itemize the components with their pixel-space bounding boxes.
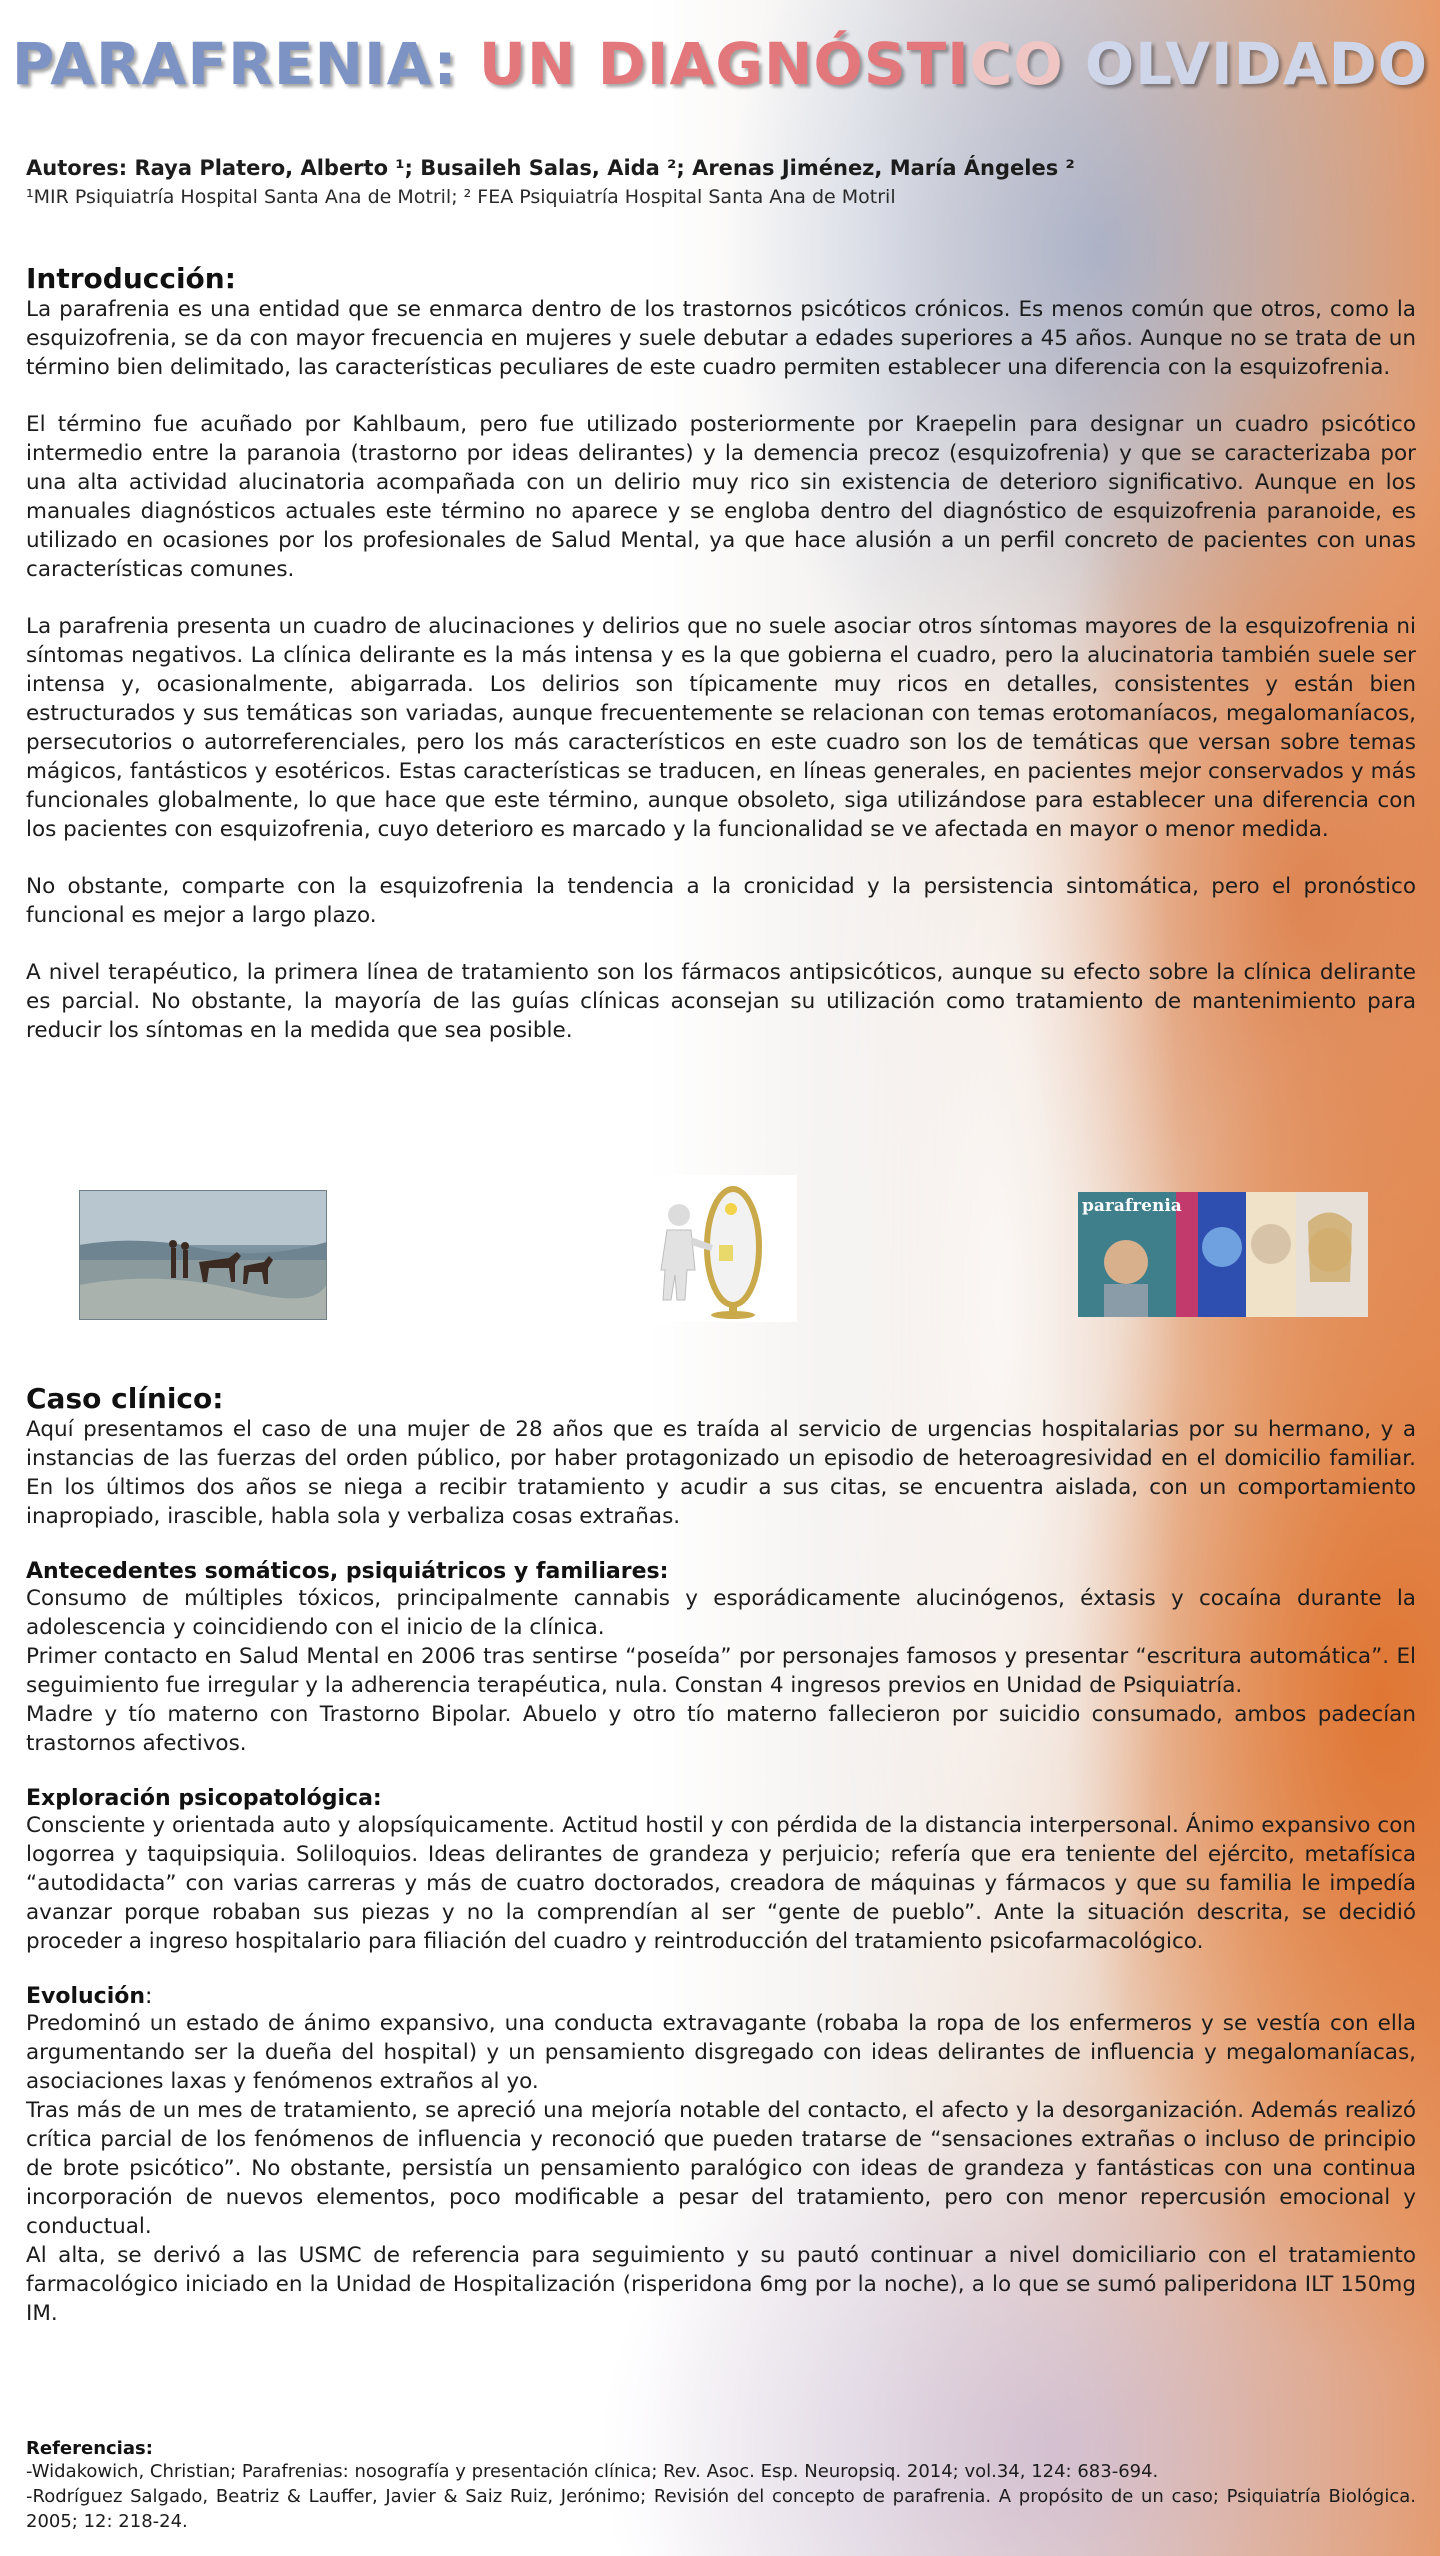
- collage-label: parafrenia: [1082, 1196, 1182, 1216]
- reference-1: -Widakowich, Christian; Parafrenias: nosografía y presentación clínica; Rev. Asoc. Esp. Neuropsiq. 2014; vol.34, 124: 683-694.: [26, 2461, 1159, 2482]
- introduction-paragraph-5: A nivel terapéutico, la primera línea de tratamiento son los fármacos antipsicóticos, aunque su efecto sobre la clínica delirante es parcial. No obstante, la mayoría de las guías clínicas aconsejan su utilización como tratamiento de mantenimiento para reducir los síntomas en la medida que sea posible.: [26, 960, 1416, 1043]
- clinical-case-section: [26, 1382, 1416, 2328]
- introduction-section: [26, 262, 1416, 1045]
- title-part-2: UN DIAGNÓSTI: [457, 30, 970, 98]
- parafrenia-collage-image: [1078, 1192, 1368, 1317]
- mirror-figure-image: [605, 1175, 797, 1322]
- background-paragraph-1: Consumo de múltiples tóxicos, principalmente cannabis y esporádicamente alucinógenos, éxtasis y cocaína durante la adolescencia y coincidiendo con el inicio de la clínica.: [26, 1586, 1416, 1640]
- introduction-paragraph-2: El término fue acuñado por Kahlbaum, pero fue utilizado posteriormente por Kraepelin para designar un cuadro psicótico intermedio entre la paranoia (trastorno por ideas delirantes) y la demencia precoz (esquizofrenia) y que se caracterizaba por una alta actividad alucinatoria acompañada con un delirio muy rico sin existencia de deterioro significativo. Aunque en los manuales diagnósticos actuales este término no aparece y se engloba dentro del diagnóstico de esquizofrenia paranoide, es utilizado en ocasiones por los profesionales de Salud Mental, ya que hace alusión a un perfil concreto de pacientes con unas características comunes.: [26, 412, 1416, 582]
- references-section: [26, 2438, 1416, 2534]
- evolution-heading: [26, 1984, 1416, 2009]
- title-part-1: PARAFRENIA:: [11, 30, 458, 98]
- introduction-heading: Introducción:: [26, 262, 236, 295]
- poster-title: [0, 30, 1440, 98]
- authors-line: Autores: Raya Platero, Alberto ¹; Busaileh Salas, Aida ²; Arenas Jiménez, María Ángeles ²: [26, 156, 1075, 180]
- introduction-paragraph-3: La parafrenia presenta un cuadro de alucinaciones y delirios que no suele asociar otros síntomas mayores de la esquizofrenia ni síntomas negativos. La clínica delirante es la más intensa y es la que gobierna el cuadro, pero la alucinatoria también suele ser intensa y, ocasionalmente, abigarrada. Los delirios son típicamente muy ricos en detalles, consistentes y están bien estructurados y sus temáticas son variadas, aunque frecuentemente se relacionan con temas erotomaníacos, megalomaníacos, persecutorios o autorreferenciales, pero los más característicos en este cuadro son los de temáticas que versan sobre temas mágicos, fantásticos y esotéricos. Estas características se traducen, en líneas generales, en pacientes mejor conservados y más funcionales globalmente, lo que hace que este término, aunque obsoleto, siga utilizándose para establecer una diferencia con los pacientes con esquizofrenia, cuyo deterioro es marcado y la funcionalidad se ve afectada en mayor o menor medida.: [26, 614, 1416, 842]
- evolution-heading-colon: :: [145, 1984, 153, 2009]
- clinical-case-paragraph: Aquí presentamos el caso de una mujer de 28 años que es traída al servicio de urgencias hospitalarias por su hermano, y a instancias de las fuerzas del orden público, por haber protagonizado un episodio de heteroagresividad en el domicilio familiar. En los últimos dos años se niega a recibir tratamiento y acudir a sus citas, se encuentra aislada, con un comportamiento inapropiado, irascible, habla sola y verbaliza cosas extrañas.: [26, 1417, 1416, 1529]
- title-part-3: CO: [969, 30, 1085, 98]
- evolution-paragraph-1: Predominó un estado de ánimo expansivo, una conducta extravagante (robaba la ropa de los enfermeros y se vestía con ella argumentando ser la dueña del hospital) y un pensamiento disgregado con ideas delirantes de influencia y megalomaníacas, asociaciones laxas y fenómenos extraños al yo.: [26, 2011, 1416, 2094]
- exploration-heading: Exploración psicopatológica:: [26, 1786, 382, 1811]
- title-part-4: OLVIDADO: [1084, 30, 1429, 98]
- references-heading: Referencias:: [26, 2438, 153, 2459]
- reference-2: -Rodríguez Salgado, Beatriz & Lauffer, Javier & Saiz Ruiz, Jerónimo; Revisión del concepto de parafrenia. A propósito de un caso; Psiquiatría Biológica. 2005; 12: 218-24.: [26, 2486, 1416, 2532]
- clinical-case-heading: Caso clínico:: [26, 1382, 224, 1415]
- evolution-heading-text: Evolución: [26, 1984, 146, 2009]
- introduction-paragraph-4: No obstante, comparte con la esquizofrenia la tendencia a la cronicidad y la persistencia sintomática, pero el pronóstico funcional es mejor a largo plazo.: [26, 874, 1416, 928]
- painting-image: [79, 1190, 327, 1320]
- background-paragraph-2: Primer contacto en Salud Mental en 2006 tras sentirse “poseída” por personajes famosos y presentar “escritura automática”. El seguimiento fue irregular y la adherencia terapéutica, nula. Constan 4 ingresos previos en Unidad de Psiquiatría.: [26, 1644, 1416, 1698]
- background-heading: Antecedentes somáticos, psiquiátricos y familiares:: [26, 1559, 669, 1584]
- evolution-paragraph-3: Al alta, se derivó a las USMC de referencia para seguimiento y su pautó continuar a nivel domiciliario con el tratamiento farmacológico iniciado en la Unidad de Hospitalización (risperidona 6mg por la noche), a lo que se sumó paliperidona ILT 150mg IM.: [26, 2243, 1416, 2326]
- introduction-paragraph-1: La parafrenia es una entidad que se enmarca dentro de los trastornos psicóticos crónicos. Es menos común que otros, como la esquizofrenia, se da con mayor frecuencia en mujeres y suele debutar a edades superiores a 45 años. Aunque no se trata de un término bien delimitado, las características peculiares de este cuadro permiten establecer una diferencia con la esquizofrenia.: [26, 297, 1416, 380]
- evolution-paragraph-2: Tras más de un mes de tratamiento, se apreció una mejoría notable del contacto, el afecto y la desorganización. Además realizó crítica parcial de los fenómenos de influencia y reconoció que pueden tratarse de “sensaciones extrañas o incluso de principio de brote psicótico”. No obstante, persistía un pensamiento paralógico con ideas de grandeza y fantásticas con una continua incorporación de nuevos elementos, poco modificable a pesar del tratamiento, pero con menor repercusión emocional y conductual.: [26, 2098, 1416, 2239]
- background-paragraph-3: Madre y tío materno con Trastorno Bipolar. Abuelo y otro tío materno fallecieron por suicidio consumado, ambos padecían trastornos afectivos.: [26, 1702, 1416, 1756]
- affiliations-line: ¹MIR Psiquiatría Hospital Santa Ana de Motril; ² FEA Psiquiatría Hospital Santa Ana de Motril: [26, 186, 896, 208]
- exploration-paragraph: Consciente y orientada auto y alopsíquicamente. Actitud hostil y con pérdida de la distancia interpersonal. Ánimo expansivo con logorrea y taquipsiquia. Soliloquios. Ideas delirantes de grandeza y perjuicio; refería que era teniente del ejército, metafísica “autodidacta” con varias carreras y más de cuatro doctorados, creadora de máquinas y fármacos y que su familia le impedía avanzar porque robaban sus piezas y no la comprendían al ser “gente de pueblo”. Ante la situación descrita, se decidió proceder a ingreso hospitalario para filiación del cuadro y reintroducción del tratamiento psicofarmacológico.: [26, 1813, 1416, 1954]
